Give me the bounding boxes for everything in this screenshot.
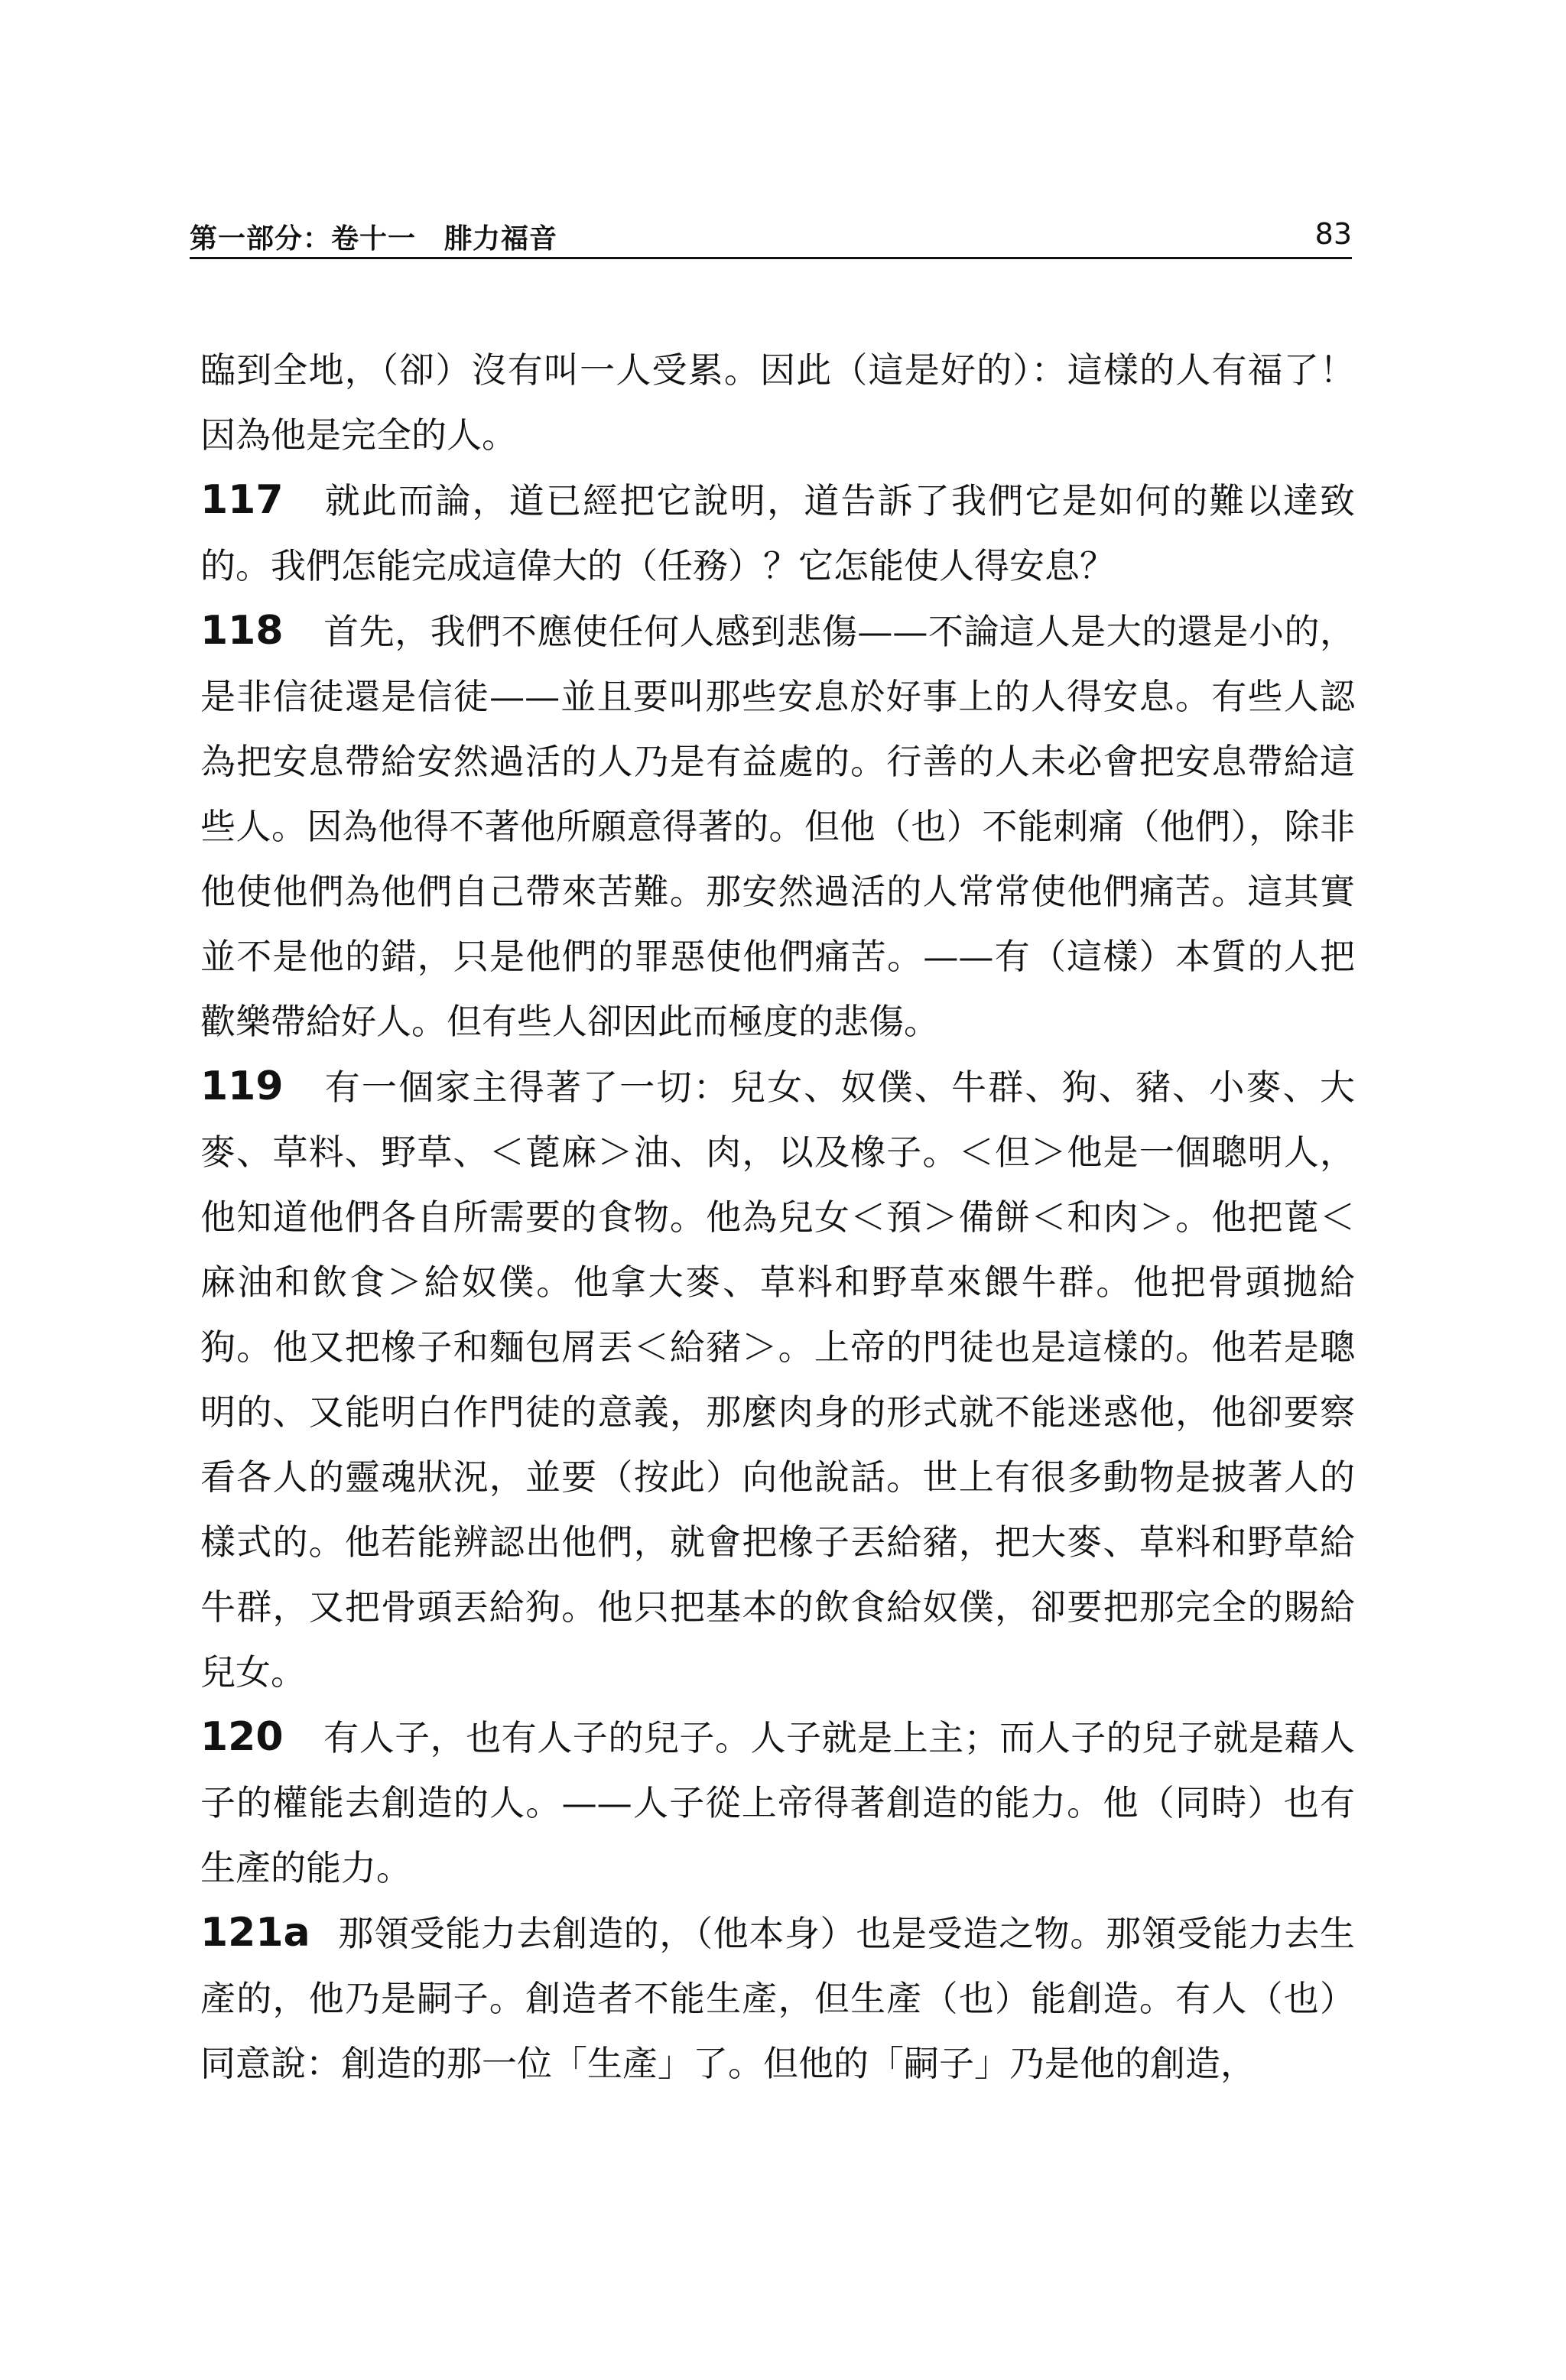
paragraph-text: 有一個家主得著了一切：兒女、奴僕、牛群、狗、豬、小麥、大麥、草料、野草、＜蓖麻＞油、肉，以及橡子。＜但＞他是一個聰明人，他知道他們各自所需要的食物。他為兒女＜預＞備餅＜和肉＞。他把蓖＜麻油和飲食＞給奴僕。他拿大麥、草料和野草來餵牛群。他把骨頭拋給狗。他又把橡子和麵包屑丟＜給豬＞。上帝的門徒也是這樣的。他若是聰明的、又能明白作門徒的意義，那麼肉身的形式就不能迷惑他，他卻要察看各人的靈魂狀況，並要（按此）向他說話。世上有很多動物是披著人的樣式的。他若能辨認出他們，就會把橡子丟給豬，把大麥、草料和野草給牛群，又把骨頭丟給狗。他只把基本的飲食給奴僕，卻要把那完全的賜給兒女。 [200, 1067, 1355, 1693]
paragraph-121a [200, 1901, 1355, 2096]
saying-number: 121a [200, 1910, 310, 1956]
paragraph-continued [200, 338, 1355, 468]
saying-number: 120 [200, 1714, 284, 1760]
paragraph-text: 首先，我們不應使任何人感到悲傷——不論這人是大的還是小的，是非信徒還是信徒——並且要叫那些安息於好事上的人得安息。有些人認為把安息帶給安然過活的人乃是有益處的。行善的人未必會把安息帶給這些人。因為他得不著他所願意得著的。但他（也）不能刺痛（他們），除非他使他們為他們自己帶來苦難。那安然過活的人常常使他們痛苦。這其實並不是他的錯，只是他們的罪惡使他們痛苦。——有（這樣）本質的人把歡樂帶給好人。但有些人卻因此而極度的悲傷。 [200, 611, 1355, 1042]
paragraph-text: 臨到全地，（卻）沒有叫一人受累。因此（這是好的）：這樣的人有福了！因為他是完全的人。 [200, 349, 1355, 456]
paragraph-text: 就此而論，道已經把它說明，道告訴了我們它是如何的難以達致的。我們怎能完成這偉大的（任務）？它怎能使人得安息？ [200, 480, 1355, 586]
paragraph-118 [200, 599, 1355, 1054]
saying-number: 119 [200, 1063, 284, 1109]
running-title: 第一部分：卷十一 腓力福音 [190, 223, 558, 255]
saying-number: 117 [200, 477, 284, 523]
running-head [190, 214, 1352, 260]
paragraph-text: 那領受能力去創造的，（他本身）也是受造之物。那領受能力去生產的，他乃是嗣子。創造者不能生產，但生產（也）能創造。有人（也）同意說：創造的那一位「生產」了。但他的「嗣子」乃是他的創造， [200, 1913, 1355, 2084]
paragraph-119 [200, 1054, 1355, 1705]
paragraph-120 [200, 1705, 1355, 1901]
saying-number: 118 [200, 608, 284, 654]
header-rule [190, 257, 1352, 259]
page-number: 83 [1314, 217, 1352, 251]
body-text [200, 338, 1355, 2096]
paragraph-text: 有人子，也有人子的兒子。人子就是上主；而人子的兒子就是藉人子的權能去創造的人。——人子從上帝得著創造的能力。他（同時）也有生產的能力。 [200, 1717, 1355, 1888]
paragraph-117 [200, 468, 1355, 599]
